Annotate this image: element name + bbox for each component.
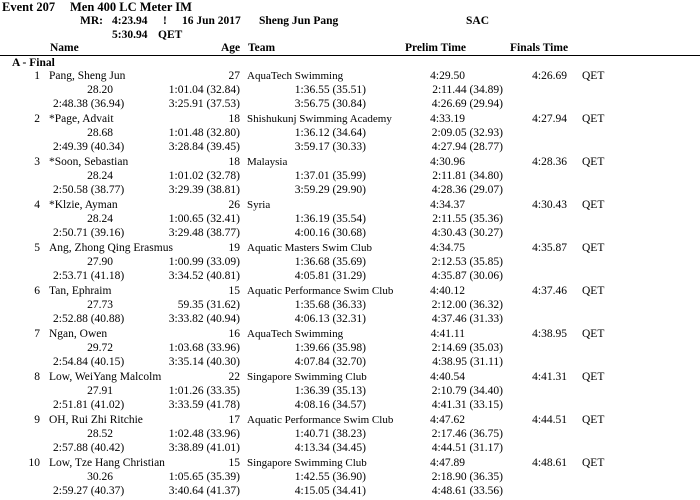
swimmer-team: Aquatic Performance Swim Club (247, 414, 394, 426)
split-time: 1:36.55 (35.51) (294, 84, 366, 96)
qualifying-time: 5:30.94 (112, 29, 148, 41)
split-time: 3:29.48 (38.77) (168, 227, 240, 239)
prelim-time: 4:41.11 (430, 328, 465, 340)
split-time: 2:11.55 (35.36) (432, 213, 503, 225)
meet-record-time: 4:23.94 (112, 15, 148, 27)
prelim-time: 4:40.54 (430, 371, 465, 383)
swimmer-team: Singapore Swimming Club (247, 457, 367, 469)
swimmer-team: AquaTech Swimming (247, 70, 344, 82)
split-time: 28.24 (87, 213, 113, 225)
split-time: 28.24 (87, 170, 113, 182)
prelim-time: 4:29.50 (430, 70, 465, 82)
result-place: 5 (34, 242, 40, 254)
meet-record-flag: ! (163, 15, 167, 27)
split-time: 3:59.17 (30.33) (294, 141, 366, 153)
split-time: 2:53.71 (41.18) (53, 270, 125, 282)
split-time: 4:15.05 (34.41) (294, 485, 366, 497)
swimmer-team: Singapore Swimming Club (247, 371, 367, 383)
prelim-time: 4:47.62 (430, 414, 465, 426)
split-time: 4:08.16 (34.57) (294, 399, 366, 411)
split-time: 3:33.82 (40.94) (168, 313, 240, 325)
split-time: 2:50.58 (38.77) (53, 184, 125, 196)
finals-time: 4:28.36 (532, 156, 567, 168)
split-time: 3:29.39 (38.81) (168, 184, 240, 196)
meet-record-team: SAC (466, 15, 490, 27)
time-standard: QET (582, 371, 605, 383)
split-time: 4:13.34 (34.45) (294, 442, 366, 454)
split-time: 1:02.48 (33.96) (168, 428, 240, 440)
split-time: 4:05.81 (31.29) (294, 270, 366, 282)
result-place: 3 (34, 156, 40, 168)
swimmer-name: *Page, Advait (49, 113, 114, 125)
split-time: 1:36.19 (35.54) (294, 213, 366, 225)
split-time: 4:41.31 (33.15) (431, 399, 503, 411)
prelim-time: 4:33.19 (430, 113, 465, 125)
result-place: 7 (34, 328, 40, 340)
prelim-time: 4:40.12 (430, 285, 465, 297)
time-standard: QET (582, 199, 605, 211)
swimmer-age: 18 (228, 156, 240, 168)
split-time: 4:35.87 (30.06) (431, 270, 503, 282)
swimmer-name: Tan, Ephraim (49, 285, 112, 297)
split-time: 59.35 (31.62) (177, 299, 240, 311)
split-time: 3:40.64 (41.37) (168, 485, 240, 497)
swimmer-name: Pang, Sheng Jun (49, 70, 126, 82)
event-title: Men 400 LC Meter IM (70, 0, 192, 14)
swimmer-age: 18 (228, 113, 240, 125)
header-divider (0, 55, 700, 56)
swimmer-name: *Klzie, Ayman (49, 199, 118, 211)
split-time: 2:09.05 (32.93) (431, 127, 503, 139)
swimmer-age: 15 (228, 457, 240, 469)
finals-time: 4:48.61 (532, 457, 567, 469)
finals-time: 4:27.94 (532, 113, 567, 125)
split-time: 2:51.81 (41.02) (53, 399, 125, 411)
column-team: Team (248, 42, 276, 54)
finals-time: 4:35.87 (532, 242, 567, 254)
event-number: Event 207 (2, 0, 56, 14)
split-time: 3:34.52 (40.81) (168, 270, 240, 282)
split-time: 28.52 (87, 428, 113, 440)
time-standard: QET (582, 242, 605, 254)
meet-record-date: 16 Jun 2017 (182, 15, 241, 27)
split-time: 2:54.84 (40.15) (53, 356, 125, 368)
split-time: 2:52.88 (40.88) (53, 313, 125, 325)
split-time: 1:40.71 (38.23) (294, 428, 366, 440)
swimmer-team: Syria (247, 199, 271, 211)
result-place: 8 (34, 371, 40, 383)
split-time: 4:30.43 (30.27) (431, 227, 503, 239)
result-place: 9 (34, 414, 40, 426)
swimmer-team: Aquatic Performance Swim Club (247, 285, 394, 297)
split-time: 2:11.81 (34.80) (432, 170, 503, 182)
split-time: 1:42.55 (36.90) (294, 471, 366, 483)
split-time: 4:37.46 (31.33) (431, 313, 503, 325)
split-time: 1:00.65 (32.41) (168, 213, 240, 225)
split-time: 2:18.90 (36.35) (431, 471, 503, 483)
split-time: 28.20 (87, 84, 113, 96)
finals-time: 4:41.31 (532, 371, 567, 383)
split-time: 3:33.59 (41.78) (168, 399, 240, 411)
split-time: 4:27.94 (28.77) (431, 141, 503, 153)
split-time: 3:56.75 (30.84) (294, 98, 366, 110)
split-time: 3:38.89 (41.01) (168, 442, 240, 454)
split-time: 1:03.68 (33.96) (168, 342, 240, 354)
split-time: 1:01.26 (33.35) (168, 385, 240, 397)
split-time: 3:35.14 (40.30) (168, 356, 240, 368)
split-time: 1:39.66 (35.98) (294, 342, 366, 354)
result-place: 1 (34, 70, 40, 82)
result-place: 6 (34, 285, 40, 297)
section-title: A - Final (12, 57, 55, 69)
swimmer-age: 16 (228, 328, 240, 340)
split-time: 2:12.00 (36.32) (431, 299, 503, 311)
column-age: Age (221, 42, 241, 54)
swimmer-name: Low, Tze Hang Christian (49, 457, 165, 469)
swimmer-age: 22 (228, 371, 240, 383)
swimmer-name: Ang, Zhong Qing Erasmus (49, 242, 173, 254)
split-time: 29.72 (87, 342, 113, 354)
split-time: 2:14.69 (35.03) (431, 342, 503, 354)
prelim-time: 4:47.89 (430, 457, 465, 469)
split-time: 2:59.27 (40.37) (53, 485, 125, 497)
result-place: 10 (28, 457, 40, 469)
split-time: 4:26.69 (29.94) (431, 98, 503, 110)
split-time: 1:01.02 (32.78) (168, 170, 240, 182)
swimmer-name: Ngan, Owen (49, 328, 108, 340)
split-time: 2:50.71 (39.16) (53, 227, 125, 239)
swimmer-age: 17 (228, 414, 240, 426)
split-time: 27.73 (87, 299, 113, 311)
column-prelim-time: Prelim Time (405, 42, 467, 54)
swimmer-age: 15 (228, 285, 240, 297)
split-time: 1:00.99 (33.09) (168, 256, 240, 268)
split-time: 2:11.44 (34.89) (432, 84, 503, 96)
swimmer-team: Malaysia (247, 156, 288, 168)
split-time: 28.68 (87, 127, 113, 139)
split-time: 4:48.61 (33.56) (431, 485, 503, 497)
split-time: 3:28.84 (39.45) (168, 141, 240, 153)
result-place: 4 (34, 199, 40, 211)
column-finals-time: Finals Time (510, 42, 569, 54)
column-name: Name (50, 42, 79, 54)
split-time: 1:05.65 (35.39) (168, 471, 240, 483)
swimmer-name: OH, Rui Zhi Ritchie (49, 414, 143, 426)
time-standard: QET (582, 156, 605, 168)
split-time: 2:57.88 (40.42) (53, 442, 125, 454)
swimmer-team: Aquatic Masters Swim Club (247, 242, 372, 254)
swimmer-team: Shishukunj Swimming Academy (247, 113, 392, 125)
split-time: 3:25.91 (37.53) (168, 98, 240, 110)
time-standard: QET (582, 70, 605, 82)
time-standard: QET (582, 113, 605, 125)
result-place: 2 (34, 113, 40, 125)
meet-record-label: MR: (80, 15, 103, 27)
split-time: 2:12.53 (35.85) (431, 256, 503, 268)
swimmer-team: AquaTech Swimming (247, 328, 344, 340)
split-time: 3:59.29 (29.90) (294, 184, 366, 196)
time-standard: QET (582, 457, 605, 469)
split-time: 4:06.13 (32.31) (294, 313, 366, 325)
time-standard: QET (582, 328, 605, 340)
swimmer-name: Low, WeiYang Malcolm (49, 371, 162, 383)
finals-time: 4:30.43 (532, 199, 567, 211)
split-time: 1:36.68 (35.69) (294, 256, 366, 268)
time-standard: QET (582, 414, 605, 426)
finals-time: 4:37.46 (532, 285, 567, 297)
time-standard: QET (582, 285, 605, 297)
split-time: 27.90 (87, 256, 113, 268)
prelim-time: 4:34.37 (430, 199, 465, 211)
swimmer-name: *Soon, Sebastian (49, 156, 129, 168)
swimmer-age: 26 (228, 199, 240, 211)
split-time: 4:38.95 (31.11) (432, 356, 503, 368)
prelim-time: 4:30.96 (430, 156, 465, 168)
swimmer-age: 19 (228, 242, 240, 254)
split-time: 4:00.16 (30.68) (294, 227, 366, 239)
split-time: 2:48.38 (36.94) (53, 98, 125, 110)
split-time: 27.91 (87, 385, 113, 397)
split-time: 4:44.51 (31.17) (431, 442, 503, 454)
split-time: 4:07.84 (32.70) (294, 356, 366, 368)
split-time: 4:28.36 (29.07) (431, 184, 503, 196)
prelim-time: 4:34.75 (430, 242, 465, 254)
split-time: 2:17.46 (36.75) (431, 428, 503, 440)
finals-time: 4:38.95 (532, 328, 567, 340)
finals-time: 4:26.69 (532, 70, 567, 82)
meet-record-holder: Sheng Jun Pang (259, 15, 339, 27)
split-time: 1:01.04 (32.84) (168, 84, 240, 96)
split-time: 30.26 (87, 471, 113, 483)
swimmer-age: 27 (228, 70, 240, 82)
qualifying-label: QET (158, 29, 183, 41)
split-time: 2:10.79 (34.40) (431, 385, 503, 397)
split-time: 1:01.48 (32.80) (168, 127, 240, 139)
split-time: 1:36.39 (35.13) (294, 385, 366, 397)
split-time: 1:37.01 (35.99) (294, 170, 366, 182)
split-time: 2:49.39 (40.34) (53, 141, 125, 153)
split-time: 1:35.68 (36.33) (294, 299, 366, 311)
split-time: 1:36.12 (34.64) (294, 127, 366, 139)
finals-time: 4:44.51 (532, 414, 567, 426)
